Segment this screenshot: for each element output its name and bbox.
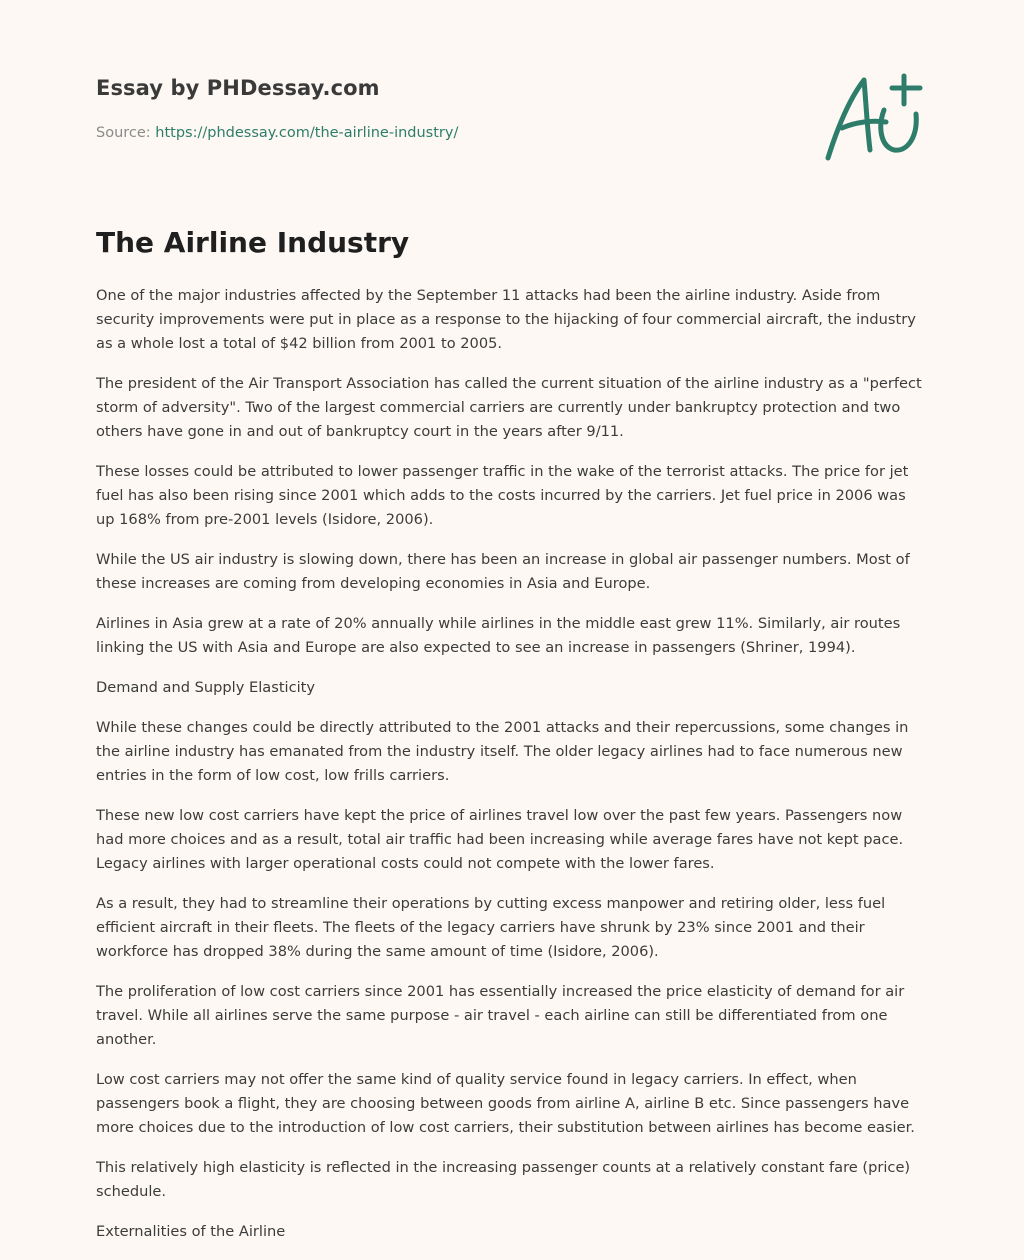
paragraph: This relatively high elasticity is reflected in the increasing passenger counts at a relatively constant fare (price) schedule.	[96, 1159, 911, 1200]
paragraph: Airlines in Asia grew at a rate of 20% annually while airlines in the middle east grew 11%. Similarly, air routes linking the US with Asia and Europe are also expected to see an increase in passengers (Shriner, 1994).	[96, 615, 901, 656]
source-line	[96, 125, 458, 141]
paragraph: These losses could be attributed to lower passenger traffic in the wake of the terrorist attacks. The price for jet fuel has also been rising since 2001 which adds to the costs incurred by the carriers. Jet fuel price in 2006 was up 168% from pre-2001 levels (Isidore, 2006).	[96, 463, 909, 528]
paragraph: The president of the Air Transport Association has called the current situation of the airline industry as a "perfect storm of adversity". Two of the largest commercial carriers are currently under bankruptcy protection and two others have gone in and out of bankruptcy court in the years after 9/11.	[96, 375, 922, 440]
section-heading: Demand and Supply Elasticity	[96, 679, 316, 696]
paragraph: While these changes could be directly attributed to the 2001 attacks and their repercussions, some changes in the airline industry has emanated from the industry itself. The older legacy airlines had to face numerous new entries in the form of low cost, low frills carriers.	[96, 719, 909, 784]
a-plus-logo-icon	[820, 66, 930, 166]
paragraph: Low cost carriers may not offer the same kind of quality service found in legacy carriers. In effect, when passengers book a flight, they are choosing between goods from airline A, airline B etc. Since passengers have more choices due to the introduction of low cost carriers, their substitution between airlines has become easier.	[96, 1071, 915, 1136]
essay-body	[96, 284, 928, 1260]
site-brand: Essay by PHDessay.com	[96, 76, 380, 100]
paragraph: One of the major industries affected by the September 11 attacks had been the airline industry. Aside from security improvements were put in place as a response to the hijacking of four commercial aircraft, the industry as a whole lost a total of $42 billion from 2001 to 2005.	[96, 287, 916, 352]
source-label: Source:	[96, 125, 156, 141]
paragraph: The proliferation of low cost carriers since 2001 has essentially increased the price elasticity of demand for air travel. While all airlines serve the same purpose - air travel - each airline can still be differentiated from one another.	[96, 983, 905, 1048]
section-heading: Externalities of the Airline	[96, 1223, 286, 1240]
paragraph: As a result, they had to streamline their operations by cutting excess manpower and retiring older, less fuel efficient aircraft in their fleets. The fleets of the legacy carriers have shrunk by 23% since 2001 and their workforce has dropped 38% during the same amount of time (Isidore, 2006).	[96, 895, 886, 960]
paragraph: These new low cost carriers have kept the price of airlines travel low over the past few years. Passengers now had more choices and as a result, total air traffic had been increasing while average fares have not kept pace. Legacy airlines with larger operational costs could not compete with the lower fares.	[96, 807, 904, 872]
source-link[interactable]: https://phdessay.com/the-airline-industry/	[155, 125, 459, 141]
paragraph: While the US air industry is slowing down, there has been an increase in global air passenger numbers. Most of these increases are coming from developing economies in Asia and Europe.	[96, 551, 910, 592]
page-title: The Airline Industry	[96, 226, 410, 259]
